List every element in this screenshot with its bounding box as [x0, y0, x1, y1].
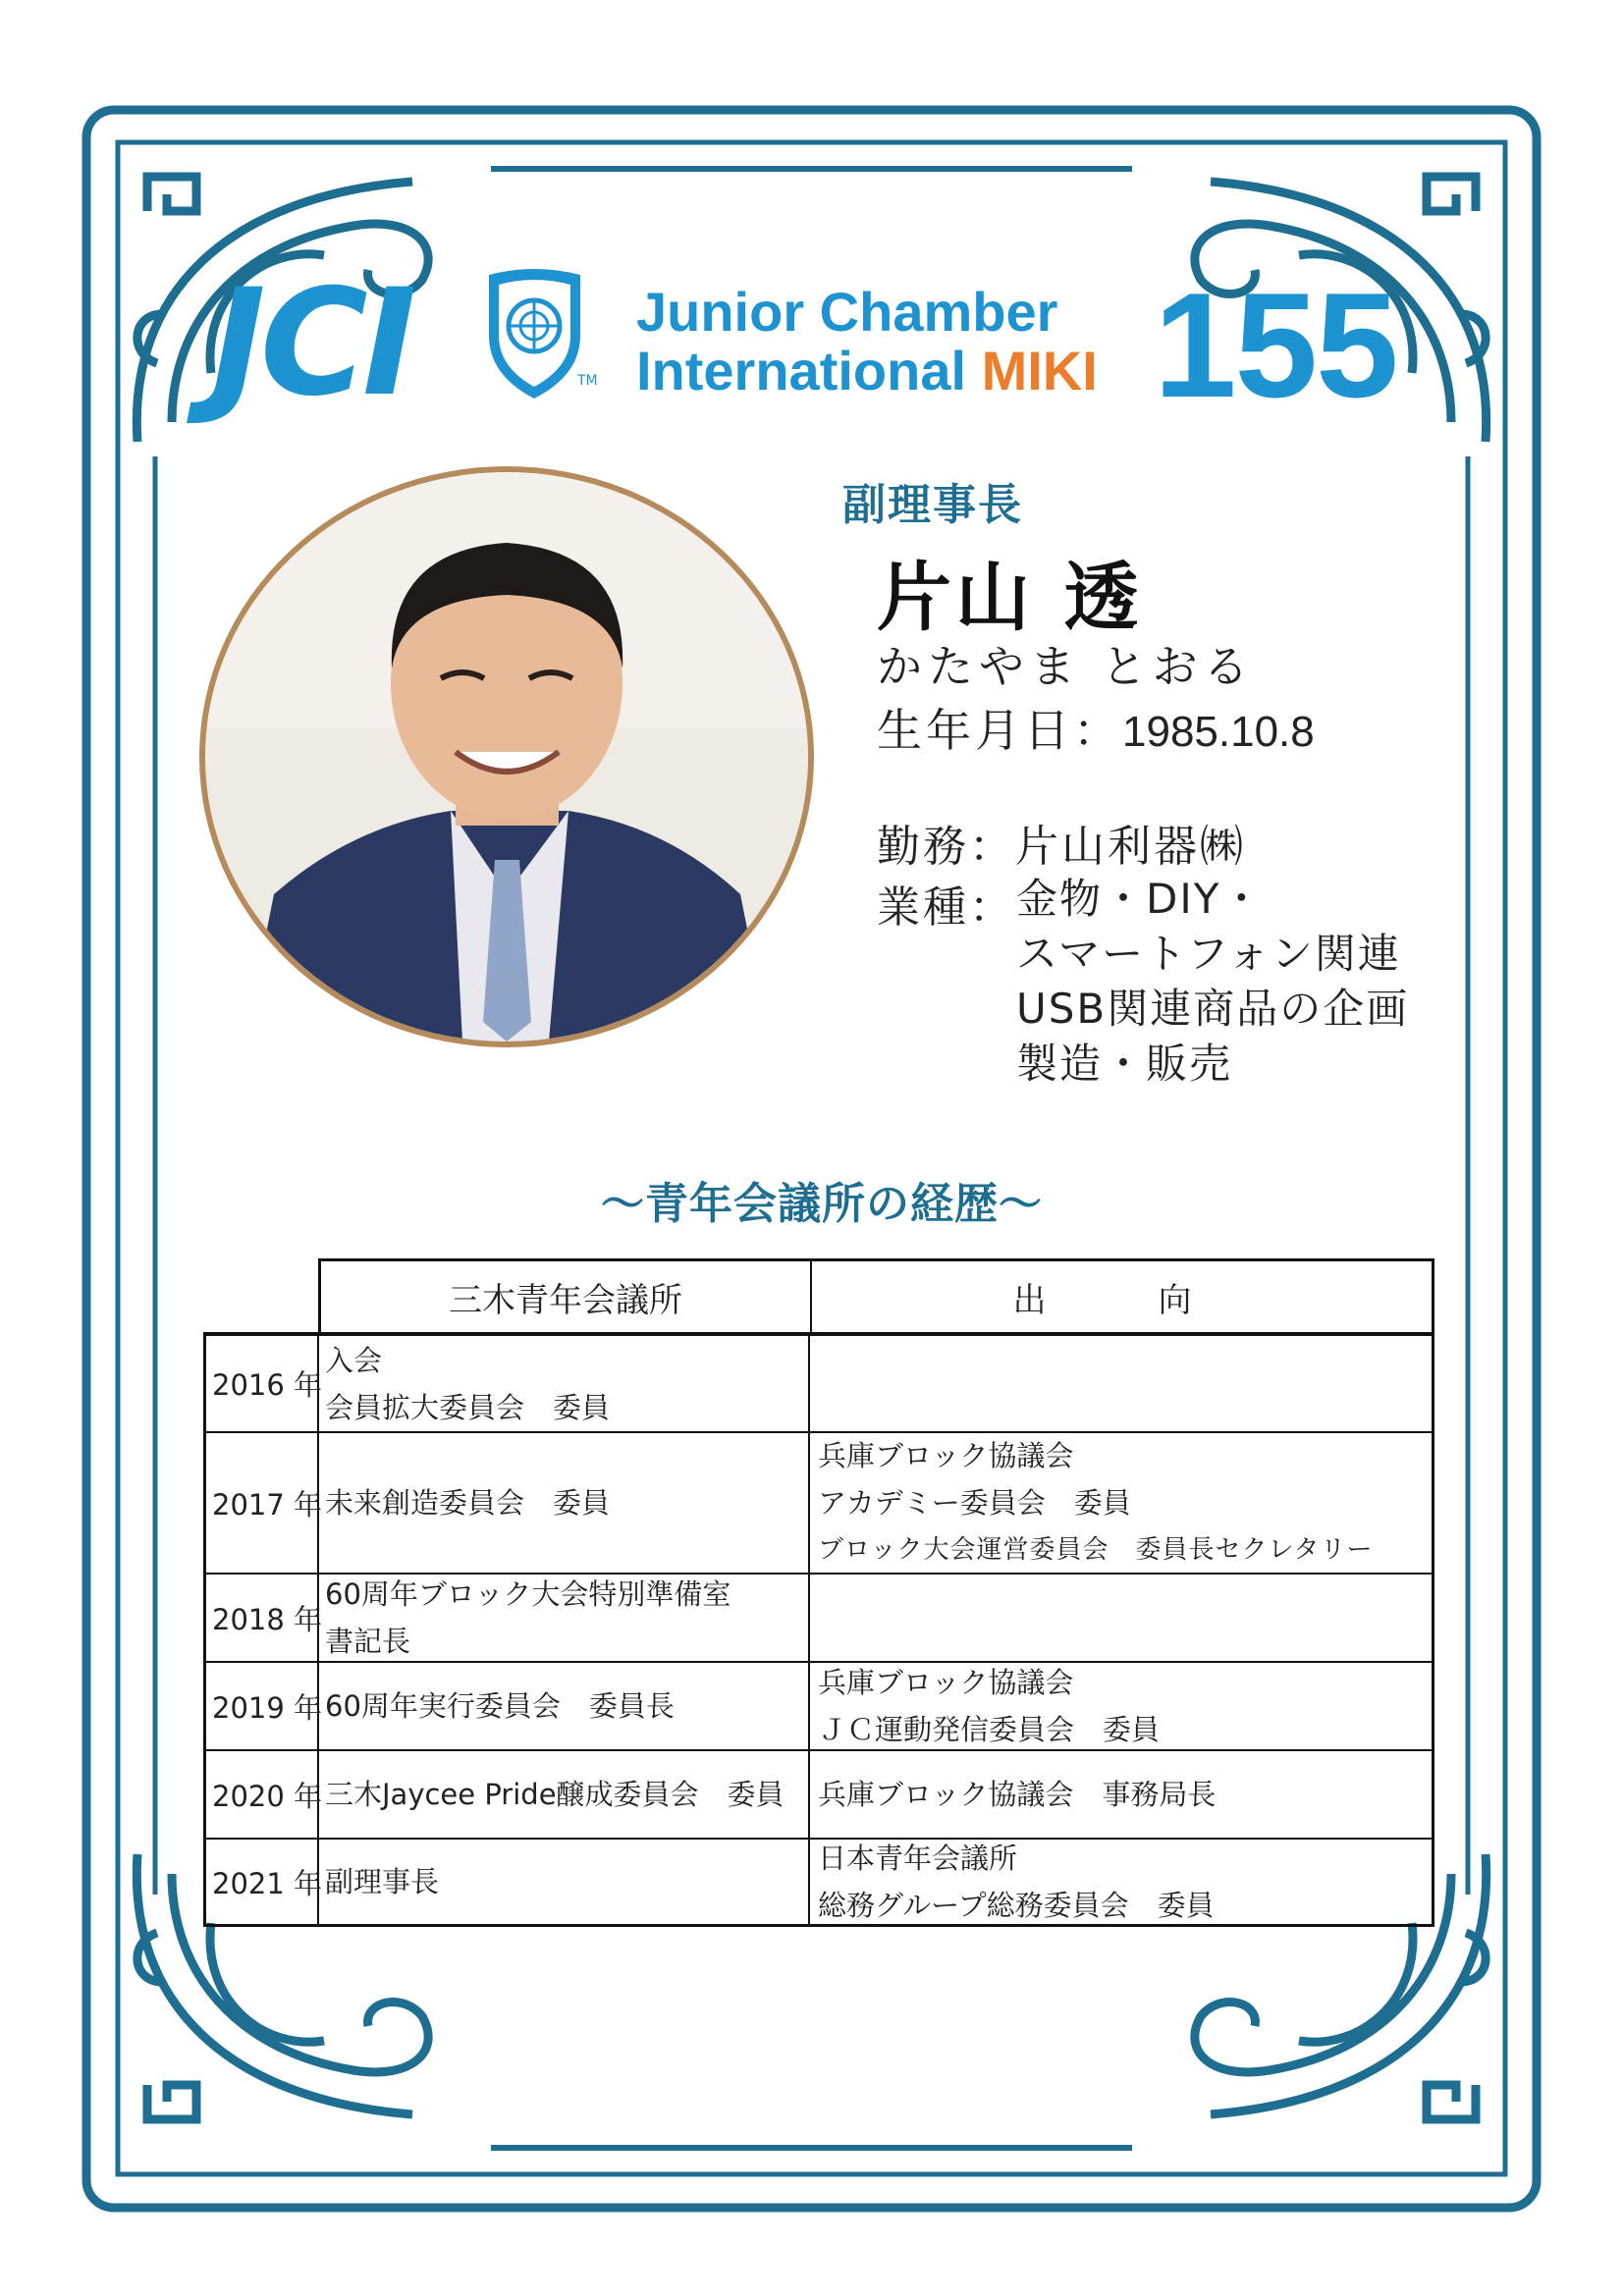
local-cell	[319, 1336, 810, 1431]
table-row	[206, 1573, 1432, 1661]
industry-value	[1016, 872, 1409, 1092]
local-cell	[319, 1751, 810, 1838]
jci-shield-icon	[483, 267, 586, 402]
outside-cell	[810, 1663, 1432, 1749]
local-cell	[319, 1840, 810, 1924]
year-cell: 2018 年	[206, 1575, 319, 1661]
column-header-outside: 出 向	[1012, 1280, 1231, 1320]
history-section-title: ～青年会議所の経歴～	[601, 1179, 1043, 1229]
outside-cell	[810, 1840, 1432, 1924]
history-table-body	[203, 1332, 1434, 1927]
birth-date	[877, 695, 1315, 760]
industry-line: USB関連商品の企画	[1016, 985, 1410, 1033]
outside-entry: アカデミー委員会 委員	[818, 1486, 1131, 1520]
local-entry: 副理事長	[325, 1865, 440, 1898]
year-cell: 2016 年	[206, 1336, 319, 1431]
outside-entry: 日本青年会議所	[818, 1842, 1018, 1875]
year-cell: 2019 年	[206, 1663, 319, 1749]
outside-entry: 兵庫ブロック協議会	[818, 1439, 1074, 1472]
birth-date-label: 生年月日：	[877, 704, 1122, 757]
table-row	[206, 1749, 1432, 1838]
anniversary-number: 155	[1154, 262, 1397, 429]
table-row	[206, 1661, 1432, 1749]
outside-entry: 兵庫ブロック協議会	[818, 1666, 1074, 1699]
org-name-international: International	[636, 340, 967, 401]
local-entry: 60周年実行委員会 委員長	[325, 1689, 675, 1723]
local-entry: 書記長	[325, 1625, 411, 1658]
outside-entry: 総務グループ総務委員会 委員	[818, 1889, 1215, 1922]
table-row	[206, 1838, 1432, 1924]
table-row	[206, 1431, 1432, 1573]
portrait-photo	[199, 466, 814, 1047]
local-cell	[319, 1433, 810, 1573]
history-table	[203, 1258, 1434, 1927]
local-cell	[319, 1575, 810, 1661]
industry-line: 製造・販売	[1016, 1040, 1233, 1088]
person-name: 片山 透	[877, 554, 1143, 641]
outside-cell	[810, 1336, 1432, 1431]
org-name-line2	[636, 340, 1098, 401]
trademark-mark: TM	[577, 373, 598, 389]
outside-entry: 兵庫ブロック協議会 事務局長	[818, 1778, 1217, 1811]
person-name-kana: かたやま とおる	[877, 640, 1255, 693]
year-cell: 2020 年	[206, 1751, 319, 1838]
year-cell: 2021 年	[206, 1840, 319, 1924]
table-row	[206, 1336, 1432, 1431]
local-cell	[319, 1663, 810, 1749]
column-header-local: 三木青年会議所	[321, 1261, 812, 1332]
outside-cell	[810, 1751, 1432, 1838]
jci-logo: JCI	[211, 258, 411, 429]
portrait-illustration	[205, 472, 808, 1041]
outside-entry: ブロック大会運営委員会 委員長セクレタリー	[818, 1535, 1374, 1565]
local-entry: 会員拡大委員会 委員	[325, 1390, 611, 1424]
birth-date-value: 1985.10.8	[1122, 708, 1315, 756]
position-title: 副理事長	[842, 480, 1023, 530]
workplace-label: 勤務：	[877, 822, 1015, 872]
outside-cell	[810, 1433, 1432, 1573]
local-entry: 入会	[325, 1343, 383, 1377]
local-entry: 三木Jaycee Pride醸成委員会 委員	[325, 1778, 784, 1811]
workplace	[877, 811, 1246, 874]
industry-label: 業種：	[877, 882, 1015, 933]
industry-line: 金物・DIY・	[1016, 875, 1265, 923]
org-name-miki: MIKI	[981, 340, 1098, 401]
org-name-line1: Junior Chamber	[636, 281, 1058, 343]
workplace-value: 片山利器㈱	[1015, 822, 1246, 872]
local-entry: 未来創造委員会 委員	[325, 1486, 611, 1520]
outside-entry: ＪＣ運動発信委員会 委員	[818, 1713, 1161, 1746]
year-cell: 2017 年	[206, 1433, 319, 1573]
local-entry: 60周年ブロック大会特別準備室	[325, 1577, 731, 1611]
history-table-header	[318, 1258, 1434, 1332]
industry-line: スマートフォン関連	[1016, 930, 1401, 978]
outside-cell	[810, 1575, 1432, 1661]
